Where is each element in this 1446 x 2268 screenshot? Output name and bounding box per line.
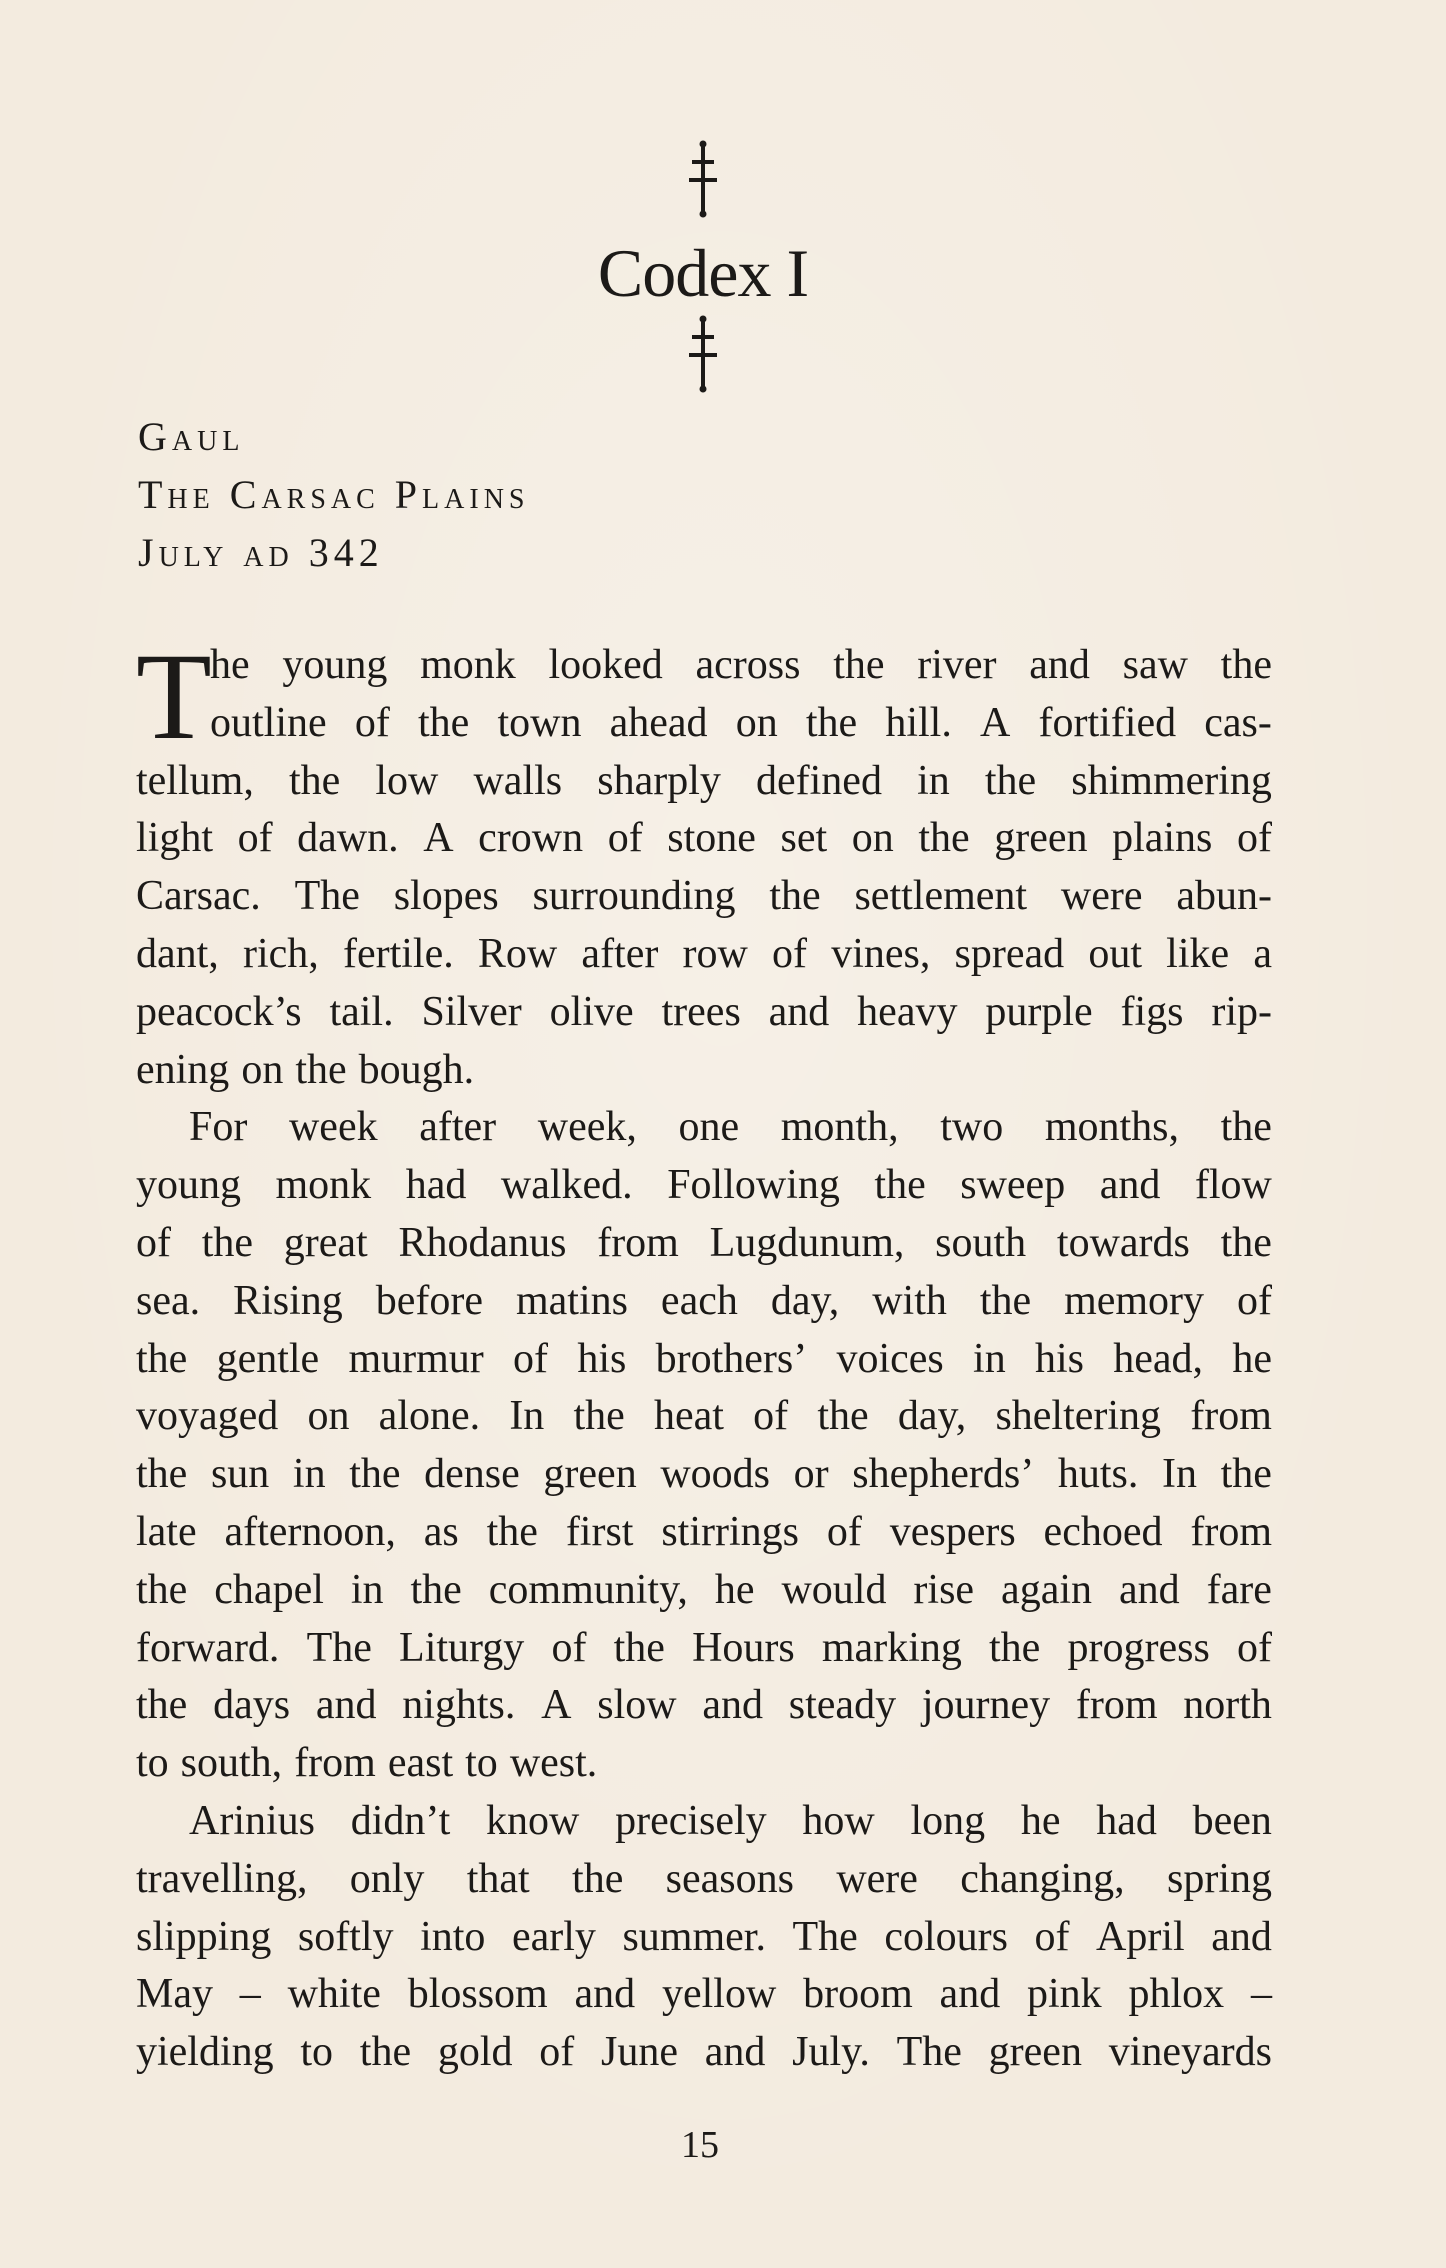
text-line [136, 1446, 1272, 1504]
word: days [213, 1682, 291, 1729]
word: the [1220, 1451, 1272, 1498]
word: stirrings [661, 1508, 799, 1555]
word: south, [180, 1740, 283, 1787]
word: dawn. [297, 815, 399, 862]
word: west. [509, 1740, 598, 1787]
word: cas- [1204, 699, 1272, 746]
word: to [300, 2029, 334, 2076]
word: the [918, 815, 970, 862]
word: two [940, 1104, 1004, 1151]
word: of [237, 815, 273, 862]
word: outline [210, 699, 327, 746]
word: April [1096, 1913, 1185, 1960]
word: east [387, 1740, 454, 1787]
word: of [1237, 1277, 1272, 1324]
word: A [979, 699, 1011, 746]
word: hill. [885, 699, 952, 746]
word: vines, [831, 930, 931, 977]
word: Silver [421, 988, 522, 1035]
word: sweep [960, 1162, 1066, 1209]
word: of [1236, 815, 1272, 862]
word: The [896, 2029, 962, 2076]
word: low [375, 757, 439, 804]
word: of [772, 930, 808, 977]
word: the [979, 1277, 1032, 1324]
word: memory [1064, 1277, 1205, 1324]
word: first [565, 1508, 634, 1555]
text-line [136, 1331, 1272, 1389]
word: in [917, 757, 950, 804]
word: rise [913, 1566, 975, 1613]
word: saw [1122, 642, 1188, 688]
word: had [1096, 1797, 1157, 1844]
word: afternoon, [224, 1508, 396, 1555]
text-line [136, 868, 1272, 926]
text-line [136, 1099, 1272, 1157]
double-cross-icon [673, 315, 733, 395]
word: monk [275, 1162, 372, 1209]
word: fare [1206, 1566, 1272, 1613]
word: tail. [329, 988, 394, 1035]
word: Rising [233, 1277, 343, 1324]
word: sun [210, 1451, 270, 1498]
word: of [753, 1393, 789, 1440]
word: heat [654, 1393, 724, 1440]
double-cross-icon [673, 140, 733, 220]
word: steady [788, 1682, 897, 1729]
word: late [136, 1508, 197, 1555]
word: of [539, 2029, 575, 2076]
word: green [994, 815, 1088, 862]
word: plains [1112, 815, 1213, 862]
word: he [714, 1566, 755, 1613]
word: the [288, 757, 341, 804]
word: and [1099, 1162, 1161, 1209]
word: sea. [136, 1277, 201, 1324]
word: dant, [136, 930, 219, 977]
word: surrounding [532, 873, 736, 920]
word: the [613, 1624, 665, 1671]
word: light [136, 815, 214, 862]
word: woods [660, 1451, 771, 1498]
text-line [136, 1909, 1272, 1967]
word: into [420, 1913, 486, 1960]
word: the [486, 1508, 538, 1555]
word: that [466, 1855, 530, 1902]
word: chapel [214, 1566, 324, 1613]
word: young [136, 1162, 241, 1209]
word: fortified [1038, 699, 1177, 746]
word: seasons [665, 1855, 794, 1902]
word: were [836, 1855, 918, 1902]
word: his [1034, 1335, 1084, 1382]
word: Liturgy [399, 1624, 525, 1671]
word: and [574, 1971, 636, 2018]
location-date: July ad 342 [138, 530, 384, 575]
word: to [465, 1740, 498, 1787]
word: of [551, 1624, 587, 1671]
word: slipping [136, 1913, 272, 1960]
word: he [210, 642, 250, 688]
word: of [1034, 1913, 1070, 1960]
word: after [419, 1104, 497, 1151]
word: voices [836, 1335, 944, 1382]
word: rip- [1211, 988, 1272, 1035]
word: before [375, 1277, 484, 1324]
word: the [817, 1393, 869, 1440]
word: fertile. [342, 930, 454, 977]
word: matins [515, 1277, 628, 1324]
word: in [350, 1566, 384, 1613]
word: rich, [242, 930, 319, 977]
word: marking [821, 1624, 962, 1671]
word: olive [549, 988, 634, 1035]
text-line [136, 1042, 1272, 1100]
word: out [1088, 930, 1142, 977]
word: month, [780, 1104, 899, 1151]
word: in [973, 1335, 1006, 1382]
text-line [136, 984, 1272, 1042]
word: and [1029, 642, 1090, 688]
word: precisely [615, 1797, 767, 1844]
word: young [282, 642, 388, 688]
word: and [704, 2029, 766, 2076]
word: would [781, 1566, 887, 1613]
text-line [136, 926, 1272, 984]
word: day, [897, 1393, 967, 1440]
text-line [136, 1793, 1272, 1851]
word: alone. [378, 1393, 481, 1440]
word: of [354, 699, 390, 746]
word: after [581, 930, 659, 977]
word: set [780, 815, 828, 862]
word: Following [667, 1162, 840, 1209]
word: been [1192, 1797, 1272, 1844]
word: Row [477, 930, 558, 977]
word: south [935, 1219, 1027, 1266]
word: the [769, 873, 821, 920]
word: were [1060, 873, 1143, 920]
word: as [423, 1508, 459, 1555]
location-heading [138, 408, 1288, 582]
text-line [136, 810, 1272, 868]
word: colours [884, 1913, 1008, 1960]
word: – [239, 1971, 261, 2018]
word: broom [803, 1971, 913, 2018]
word: The [792, 1913, 858, 1960]
word: sharply [597, 757, 721, 804]
word: and [702, 1682, 764, 1729]
word: and [315, 1682, 377, 1729]
word: the [359, 2029, 412, 2076]
word: north [1183, 1682, 1272, 1729]
word: across [695, 642, 801, 688]
word: crown [478, 815, 584, 862]
word: head, [1113, 1335, 1204, 1382]
word: Carsac. [136, 873, 261, 920]
word: from [1190, 1393, 1272, 1440]
word: spread [954, 930, 1065, 977]
word: the [295, 1046, 347, 1093]
word: like [1166, 930, 1230, 977]
word: each [660, 1277, 738, 1324]
word: months, [1044, 1104, 1179, 1151]
word: the [833, 642, 885, 688]
word: phlox [1128, 1971, 1225, 2018]
word: from [1075, 1682, 1158, 1729]
word: flow [1194, 1162, 1272, 1209]
word: Hours [692, 1624, 795, 1671]
text-line [136, 1273, 1272, 1331]
text-line [136, 1735, 1272, 1793]
word: A [423, 815, 454, 862]
word: of [136, 1219, 171, 1266]
word: dense [424, 1451, 520, 1498]
word: trees [661, 988, 741, 1035]
word: monk [420, 642, 516, 688]
text-line [136, 1388, 1272, 1446]
word: how [802, 1797, 875, 1844]
text-line [136, 1215, 1272, 1273]
text-line [136, 1620, 1272, 1678]
word: row [682, 930, 748, 977]
word: May [136, 1971, 213, 2018]
word: journey [921, 1682, 1051, 1729]
word: blossom [407, 1971, 548, 2018]
word: the [136, 1451, 188, 1498]
word: slow [597, 1682, 677, 1729]
word: of [607, 815, 643, 862]
word: nights. [402, 1682, 516, 1729]
word: voyaged [136, 1393, 279, 1440]
word: towards [1056, 1219, 1190, 1266]
word: pink [1027, 1971, 1102, 2018]
word: the [984, 757, 1037, 804]
word: progress [1067, 1624, 1210, 1671]
word: and [768, 988, 830, 1035]
word: of [513, 1335, 549, 1382]
word: In [1161, 1451, 1197, 1498]
word: with [872, 1277, 947, 1324]
word: week [288, 1104, 378, 1151]
word: ening [136, 1046, 230, 1093]
word: didn’t [350, 1797, 451, 1844]
word: a [1253, 930, 1272, 977]
word: settlement [854, 873, 1028, 920]
word: Lugdunum, [709, 1219, 905, 1266]
text-line [136, 1851, 1272, 1909]
word: looked [548, 642, 663, 688]
word: from [294, 1740, 376, 1787]
word: and [1211, 1913, 1272, 1960]
word: in [292, 1451, 326, 1498]
word: gentle [216, 1335, 320, 1382]
word: river [917, 642, 997, 688]
text-line [136, 1157, 1272, 1215]
word: forward. [136, 1624, 280, 1671]
word: The [294, 873, 360, 920]
word: great [283, 1219, 368, 1266]
word: his [577, 1335, 627, 1382]
word: and [1118, 1566, 1180, 1613]
word: A [541, 1682, 572, 1729]
word: the [989, 1624, 1041, 1671]
word: the [136, 1335, 188, 1382]
word: ahead [609, 699, 708, 746]
word: abun- [1176, 873, 1272, 920]
word: town [497, 699, 582, 746]
word: summer. [622, 1913, 766, 1960]
text-line [136, 637, 1272, 695]
text-line [136, 753, 1272, 811]
word: shepherds’ [852, 1451, 1035, 1498]
word: walked. [500, 1162, 633, 1209]
word: he [1020, 1797, 1061, 1844]
location-place: The Carsac Plains [138, 472, 530, 517]
word: the [1220, 1219, 1272, 1266]
word: huts. [1057, 1451, 1139, 1498]
text-line [136, 695, 1272, 753]
word: spring [1167, 1855, 1272, 1902]
word: stone [667, 815, 756, 862]
word: the [874, 1162, 926, 1209]
word: and [939, 1971, 1001, 2018]
text-line [136, 1966, 1272, 2024]
word: early [511, 1913, 596, 1960]
word: travelling, [136, 1855, 308, 1902]
word: walls [473, 757, 563, 804]
word: defined [756, 757, 882, 804]
word: on [307, 1393, 350, 1440]
word: changing, [960, 1855, 1125, 1902]
word: tellum, [136, 757, 254, 804]
word: or [793, 1451, 829, 1498]
word: of [826, 1508, 862, 1555]
word: peacock’s [136, 988, 302, 1035]
word: the [410, 1566, 462, 1613]
word: of [1236, 1624, 1272, 1671]
location-region: Gaul [138, 414, 245, 459]
chapter-title: Codex I [597, 235, 809, 311]
text-line [136, 1562, 1272, 1620]
word: green [988, 2029, 1082, 2076]
word: community, [488, 1566, 688, 1613]
word: For [189, 1104, 248, 1151]
word: the [349, 1451, 401, 1498]
word: know [486, 1797, 580, 1844]
word: to [136, 1740, 169, 1787]
word: from [597, 1219, 679, 1266]
word: yielding [136, 2029, 274, 2076]
word: the [201, 1219, 254, 1266]
word: on [851, 815, 894, 862]
word: the [1220, 642, 1272, 688]
word: the [805, 699, 858, 746]
word: shimmering [1071, 757, 1272, 804]
word: the [1220, 1104, 1272, 1151]
drop-cap: T [136, 628, 212, 765]
word: vespers [889, 1508, 1016, 1555]
word: echoed [1043, 1508, 1163, 1555]
page-number: 15 [681, 2124, 719, 2166]
word: the [136, 1566, 188, 1613]
word: heavy [857, 988, 958, 1035]
word: one [678, 1104, 740, 1151]
word: yellow [661, 1971, 777, 2018]
word: murmur [348, 1335, 484, 1382]
word: vineyards [1108, 2029, 1272, 2076]
word: slopes [393, 873, 499, 920]
text-line [136, 2024, 1272, 2082]
word: the [572, 1855, 624, 1902]
word: on [241, 1046, 284, 1093]
word: The [306, 1624, 372, 1671]
word: Arinius [189, 1797, 315, 1844]
word: the [136, 1682, 188, 1729]
word: from [1190, 1508, 1272, 1555]
word: had [405, 1162, 467, 1209]
text-line [136, 1677, 1272, 1735]
word: softly [297, 1913, 394, 1960]
word: – [1250, 1971, 1272, 2018]
word: sheltering [995, 1393, 1162, 1440]
word: Rhodanus [398, 1219, 567, 1266]
word: figs [1120, 988, 1184, 1035]
word: June [600, 2029, 678, 2076]
word: he [1232, 1335, 1272, 1382]
word: green [543, 1451, 637, 1498]
word: brothers’ [655, 1335, 808, 1382]
word: again [1001, 1566, 1092, 1613]
word: the [417, 699, 470, 746]
word: week, [537, 1104, 637, 1151]
word: day, [770, 1277, 840, 1324]
word: on [735, 699, 778, 746]
text-line [136, 1504, 1272, 1562]
word: long [910, 1797, 986, 1844]
word: only [349, 1855, 425, 1902]
word: the [573, 1393, 625, 1440]
word: In [509, 1393, 545, 1440]
word: gold [437, 2029, 513, 2076]
word: white [287, 1971, 381, 2018]
word: bough. [358, 1046, 475, 1093]
word: purple [985, 988, 1093, 1035]
word: July. [792, 2029, 870, 2076]
body-text [136, 628, 1272, 2082]
